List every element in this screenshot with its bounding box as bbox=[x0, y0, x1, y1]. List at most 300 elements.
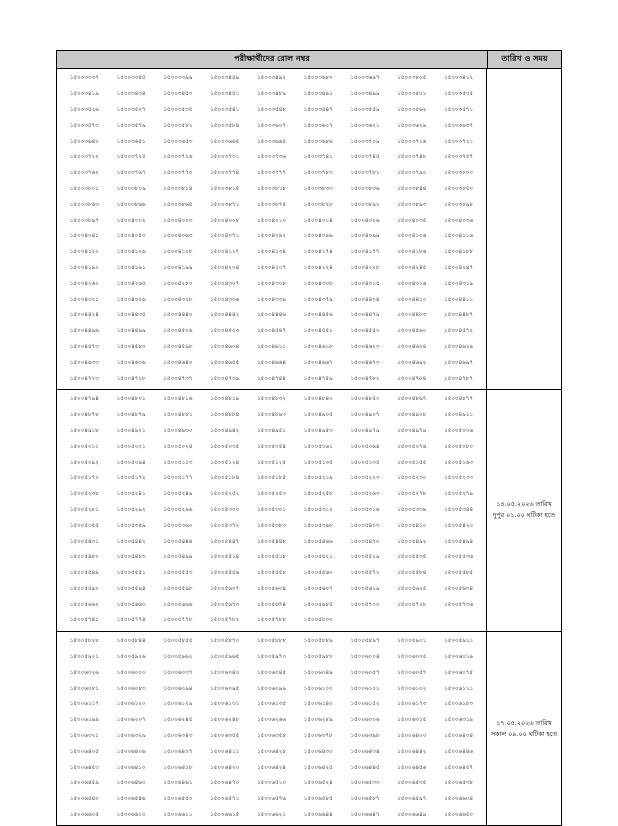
roll-number: ১৫০০৩৮০৫ bbox=[397, 75, 427, 82]
roll-number: ১৫০০৬৪৬১ bbox=[163, 780, 193, 787]
roll-number: ১৫০০৩৭৭০ bbox=[163, 170, 193, 177]
roll-number: ১৫০০৫৪৯৯ bbox=[163, 554, 193, 561]
roll-number: ১৫০০৫৮৭০ bbox=[210, 638, 240, 645]
roll-number: ১৫০০৪৭৩৭ bbox=[163, 375, 193, 382]
roll-number: ১৫০০৩৮৭১ bbox=[210, 201, 240, 208]
roll-number: ১৫০০৫১৭২ bbox=[116, 475, 146, 482]
roll-number: ১৫০০৪৭৪৪ bbox=[256, 375, 287, 382]
roll-number: ১৫০০৪৬৪০ bbox=[163, 359, 193, 366]
roll-number: ১৫০০৫৯৮০ bbox=[303, 654, 333, 661]
roll-number: ১৫০০৪৩৩৬ bbox=[210, 296, 240, 303]
roll-number: ১৫০০৫৬১৯ bbox=[350, 585, 380, 592]
roll-number: ১৫০০৬০৪৫ bbox=[256, 669, 287, 676]
roll-number: ১৫০০৬০৯৯ bbox=[256, 685, 287, 692]
roll-number: ১৫০০৪২২৪ bbox=[303, 264, 333, 271]
exam-time: সকাল ০৯.০০ ঘটিকা হতে bbox=[490, 729, 558, 738]
roll-number: ১৫০০৩৮৯৮ bbox=[444, 201, 474, 208]
roll-number: ১৫০০৫৪৮৩ bbox=[116, 554, 146, 561]
roll-number: ১৫০০৬২৮৯ bbox=[303, 717, 333, 724]
roll-number: ১৫০০৬৪৬০ bbox=[116, 780, 146, 787]
roll-number: ১৫০০৪৮৭৭ bbox=[444, 396, 474, 403]
roll-number: ১৫০০৪৬৯৭ bbox=[444, 359, 474, 366]
roll-number: ১৫০০৫৮৪৪ bbox=[116, 638, 146, 645]
roll-number: ১৫০০৪৯১১ bbox=[444, 412, 474, 419]
roll-number: ১৫০০৬৬৪৭ bbox=[350, 812, 380, 819]
table-row bbox=[61, 455, 482, 471]
roll-number: ১৫০০৫৪৪৮ bbox=[256, 538, 287, 545]
roll-number: ১৫০০৩৬৪০ bbox=[69, 138, 99, 145]
table-row bbox=[61, 276, 482, 292]
table-row bbox=[61, 292, 482, 308]
roll-number: ১৫০০৫৯৭০ bbox=[256, 654, 287, 661]
roll-number: ১৫০০৪৬১৮ bbox=[303, 343, 333, 350]
roll-number: ১৫০০৩৫৪১ bbox=[210, 106, 240, 113]
roll-number: ১৫০০৬১২০ bbox=[116, 701, 146, 708]
roll-number: ১৫০০৫৭৭৪ bbox=[116, 617, 146, 624]
table-row bbox=[61, 103, 482, 119]
roll-number: ১৫০০৬১৭৩ bbox=[397, 701, 427, 708]
roll-number: ১৫০০৫১২৫ bbox=[256, 459, 287, 466]
roll-number: ১৫০০৫৬৩৪ bbox=[444, 585, 474, 592]
roll-number: ১৫০০৫৩৬০ bbox=[163, 522, 193, 529]
roll-number: ১৫০০৬৬৪৯ bbox=[397, 812, 427, 819]
roll-number: ১৫০০৫২১৯ bbox=[303, 475, 333, 482]
roll-number: ১৫০০৪৮৭৮ bbox=[69, 412, 99, 419]
roll-number: ১৫০০৫১৮৪ bbox=[210, 475, 240, 482]
exam-section bbox=[57, 390, 561, 632]
roll-number: ১৫০০৩৫৪৮ bbox=[256, 106, 287, 113]
roll-number: ১৫০০৬০৫৭ bbox=[397, 669, 427, 676]
roll-number: ১৫০০৬১০০ bbox=[303, 685, 333, 692]
roll-number: ১৫০০৫৫৭২ bbox=[350, 570, 380, 577]
roll-number: ১৫০০৫৬০৭ bbox=[210, 585, 240, 592]
roll-number: ১৫০০৫০৯২ bbox=[69, 459, 99, 466]
roll-number: ১৫০০৬০০৪ bbox=[350, 654, 380, 661]
roll-number: ১৫০০৫২৭৯ bbox=[444, 491, 474, 498]
roll-number: ১৫০০৫২৭৮ bbox=[397, 491, 427, 498]
roll-number: ১৫০০৩৬৬৫ bbox=[210, 138, 240, 145]
table-row bbox=[61, 134, 482, 150]
roll-number: ১৫০০৫৫৩৫ bbox=[397, 554, 427, 561]
roll-number: ১৫০০৩৭৮১ bbox=[350, 170, 380, 177]
roll-number: ১৫০০৪৯৩০ bbox=[163, 427, 193, 434]
roll-number: ১৫০০৫৫৮৫ bbox=[444, 570, 474, 577]
table-body bbox=[57, 69, 561, 825]
roll-number: ১৫০০৫৫৯৮ bbox=[163, 585, 193, 592]
roll-number: ১৫০০৩৮৪৪ bbox=[397, 185, 427, 192]
roll-number: ১৫০০৪১৯১ bbox=[116, 264, 146, 271]
roll-number: ১৫০০৪০২৬ bbox=[350, 217, 380, 224]
table-row bbox=[61, 229, 482, 245]
table-row bbox=[61, 197, 482, 213]
roll-number: ১৫০০৫৩১৬ bbox=[350, 506, 380, 513]
roll-number: ১৫০০৬৪৩৪ bbox=[350, 748, 380, 755]
roll-number: ১৫০০৬০২৬ bbox=[69, 669, 99, 676]
roll-number: ১৫০০৪৪১১ bbox=[444, 296, 474, 303]
roll-number: ১৫০০৫০৮০ bbox=[444, 443, 474, 450]
roll-number: ১৫০০৪৮৮১ bbox=[163, 412, 193, 419]
roll-number: ১৫০০৫২৪১ bbox=[116, 491, 146, 498]
roll-number: ১৫০০৫১৩৫ bbox=[303, 459, 333, 466]
roll-number: ১৫০০৩৫৫৯ bbox=[350, 106, 380, 113]
roll-number: ১৫০০৫৭৮৮ bbox=[256, 617, 287, 624]
roll-number: ১৫০০৬৬৫০ bbox=[444, 812, 474, 819]
roll-number: ১৫০০৪৭৮৭ bbox=[444, 375, 474, 382]
roll-number: ১৫০০৪২৪৭ bbox=[444, 264, 474, 271]
roll-number: ১৫০০৫৪২০ bbox=[444, 522, 474, 529]
roll-number: ১৫০০৩৪৮৯ bbox=[256, 91, 287, 98]
roll-number: ১৫০০৬০০৫ bbox=[397, 654, 427, 661]
roll-number: ১৫০০৩৫০৫ bbox=[444, 91, 474, 98]
roll-number: ১৫০০৩৮৬৫ bbox=[163, 201, 193, 208]
roll-number: ১৫০০৪৮০১ bbox=[116, 396, 146, 403]
roll-number: ১৫০০৬৬০৪ bbox=[444, 796, 474, 803]
roll-number: ১৫০০৬২৬৬ bbox=[256, 717, 287, 724]
roll-number: ১৫০০৪৪১০ bbox=[397, 296, 427, 303]
roll-number: ১৫০০৩৮০১ bbox=[69, 185, 99, 192]
roll-number: ১৫০০৪২০৭ bbox=[256, 264, 287, 271]
roll-number: ১৫০০৫৯২৬ bbox=[116, 654, 146, 661]
roll-number: ১৫০০৩৬৫১ bbox=[116, 138, 146, 145]
roll-number: ১৫০০৩৬৯৭ bbox=[350, 75, 380, 82]
roll-number: ১৫০০৫৪৭০ bbox=[350, 538, 380, 545]
roll-number: ১৫০০৩৭২৫ bbox=[116, 154, 146, 161]
roll-number: ১৫০০৩৭০৯ bbox=[350, 138, 380, 145]
table-row bbox=[61, 518, 482, 534]
roll-number: ১৫০০৬১০১ bbox=[350, 685, 380, 692]
roll-number: ১৫০০৪১২৮ bbox=[163, 249, 193, 256]
roll-number: ১৫০০৬৫৩৫ bbox=[397, 780, 427, 787]
roll-number: ১৫০০৬৫৭১ bbox=[210, 796, 240, 803]
roll-number: ১৫০০৩৫৬২ bbox=[397, 106, 427, 113]
roll-number: ১৫০০৬১৪০ bbox=[303, 701, 333, 708]
roll-number: ১৫০০৫৮৮৮ bbox=[256, 638, 287, 645]
roll-number: ১৫০০৫৯৬২ bbox=[163, 654, 193, 661]
roll-number: ১৫০০৪৯৭৯ bbox=[397, 427, 427, 434]
table-row bbox=[61, 471, 482, 487]
roll-number: ১৫০০৪৬৯২ bbox=[397, 359, 427, 366]
roll-number: ১৫০০৫২৩০ bbox=[397, 475, 427, 482]
roll-number: ১৫০০৪০১০ bbox=[256, 217, 287, 224]
roll-number: ১৫০০৪৯০৮ bbox=[397, 412, 427, 419]
roll-number: ১৫০০৬৪০৬ bbox=[116, 748, 146, 755]
roll-number: ১৫০০৪৪৩৫ bbox=[116, 312, 146, 319]
roll-number: ১৫০০৪০১৪ bbox=[303, 217, 333, 224]
roll-number: ১৫০০৩৭৯০ bbox=[397, 170, 427, 177]
roll-number: ১৫০০৫৯২১ bbox=[69, 654, 99, 661]
roll-number: ১৫০০৪২২৮ bbox=[350, 264, 380, 271]
roll-number: ১৫০০৬৪০৪ bbox=[444, 733, 474, 740]
roll-number: ১৫০০৩৮৬৩ bbox=[69, 201, 99, 208]
roll-number: ১৫০০৪৫৫০ bbox=[350, 328, 380, 335]
roll-number: ১৫০০৬০৪৯ bbox=[303, 669, 333, 676]
table-header bbox=[57, 51, 561, 69]
table-row bbox=[61, 503, 482, 519]
roll-number: ১৫০০৫১৩৫ bbox=[350, 459, 380, 466]
roll-number: ১৫০০৪৪৪০ bbox=[163, 312, 193, 319]
table-row bbox=[61, 324, 482, 340]
table-row bbox=[61, 166, 482, 182]
roll-number: ১৫০০৬৪১১ bbox=[210, 748, 240, 755]
roll-number: ১৫০০৩৫৭১ bbox=[444, 106, 474, 113]
roll-number: ১৫০০৪৮৬৭ bbox=[397, 396, 427, 403]
roll-number: ১৫০০৪০৪১ bbox=[69, 233, 99, 240]
roll-number: ১৫০০৫৫২৯ bbox=[350, 554, 380, 561]
roll-number: ১৫০০৪৩২১ bbox=[69, 296, 99, 303]
roll-number: ১৫০০৬১৫২ bbox=[350, 701, 380, 708]
roll-number: ১৫০০৬৩৫৮ bbox=[256, 733, 287, 740]
table-row bbox=[61, 245, 482, 261]
roll-number: ১৫০০৩৫৩৫ bbox=[163, 106, 193, 113]
table-row bbox=[61, 371, 482, 387]
roll-number: ১৫০০৪৪৯৯ bbox=[116, 328, 146, 335]
roll-number: ১৫০০৪১৭৭ bbox=[350, 249, 380, 256]
roll-number: ১৫০০৩৭৩১ bbox=[210, 154, 240, 161]
table-row bbox=[61, 697, 482, 713]
roll-number: ১৫০০৫৫৮৪ bbox=[397, 570, 427, 577]
exam-datetime bbox=[487, 69, 561, 389]
roll-number: ১৫০০৫৮০০ bbox=[303, 617, 333, 624]
roll-number: ১৫০০৬৫৮৫ bbox=[303, 796, 333, 803]
roll-number: ১৫০০৪০৯৬ bbox=[303, 233, 333, 240]
roll-number: ১৫০০৪১২৭ bbox=[210, 249, 240, 256]
roll-number: ১৫০০৫২৩৩ bbox=[444, 475, 474, 482]
roll-number: ১৫০০৫৫২১ bbox=[303, 554, 333, 561]
roll-number: ১৫০০৫০০৬ bbox=[444, 427, 474, 434]
table-row bbox=[61, 213, 482, 229]
roll-number: ১৫০০৬১৮৩ bbox=[444, 701, 474, 708]
roll-number: ১৫০০৫২৩৮ bbox=[69, 491, 99, 498]
roll-number: ১৫০০৫২৫৩ bbox=[256, 491, 287, 498]
roll-number: ১৫০০৫২৫২ bbox=[210, 491, 240, 498]
roll-number: ১৫০০৬৫২৪ bbox=[303, 780, 333, 787]
roll-number: ১৫০০৩৪৯২ bbox=[256, 75, 287, 82]
roll-number: ১৫০০৪৬২৩ bbox=[350, 343, 380, 350]
roll-number: ১৫০০৬০৯৫ bbox=[210, 685, 240, 692]
roll-number: ১৫০০৫১৭৭ bbox=[163, 475, 193, 482]
roll-number: ১৫০০৬১১১ bbox=[444, 685, 474, 692]
roll-number: ১৫০০৪৮১৬ bbox=[163, 396, 193, 403]
roll-number: ১৫০০৬৫৩৮ bbox=[444, 780, 474, 787]
roll-number: ১৫০০৫৮২৮ bbox=[69, 638, 99, 645]
roll-number: ১৫০০৫৬০৪ bbox=[256, 585, 287, 592]
roll-number: ১৫০০৫৪৬৬ bbox=[303, 538, 333, 545]
roll-number: ১৫০০৩৪১২ bbox=[444, 75, 474, 82]
roll-number: ১৫০০৪৩১৯ bbox=[444, 280, 474, 287]
roll-number: ১৫০০৫৪১০ bbox=[397, 522, 427, 529]
roll-number: ১৫০০৩৭৫৭ bbox=[444, 154, 474, 161]
roll-number: ১৫০০৫১১৩ bbox=[163, 459, 193, 466]
table-row bbox=[61, 392, 482, 408]
roll-number: ১৫০০৬০৭৫ bbox=[444, 669, 474, 676]
roll-number: ১৫০০৫৩৭২ bbox=[210, 522, 240, 529]
roll-number: ১৫০০৩৮০০ bbox=[444, 170, 474, 177]
roll-number: ১৫০০৬৩৯৮ bbox=[350, 733, 380, 740]
roll-number: ১৫০০৪৬৬৭ bbox=[303, 359, 333, 366]
roll-number: ১৫০০৪০৫০ bbox=[116, 233, 146, 240]
roll-number: ১৫০০৪৭৯৪ bbox=[69, 396, 99, 403]
table-row bbox=[61, 665, 482, 681]
roll-number: ১৫০০৪১৭৪ bbox=[303, 249, 333, 256]
roll-number: ১৫০০৬৪২৮ bbox=[256, 748, 287, 755]
roll-number: ১৫০০৪৩০৭ bbox=[210, 280, 240, 287]
roll-number: ১৫০০৫৬৭৩ bbox=[210, 601, 240, 608]
roll-number: ১৫০০৬৩২১ bbox=[69, 733, 99, 740]
roll-number: ১৫০০৪৭২৩ bbox=[69, 375, 99, 382]
roll-number: ১৫০০৬০৪০ bbox=[210, 669, 240, 676]
roll-number: ১৫০০৩৪৯১ bbox=[303, 91, 333, 98]
roll-number: ১৫০০৬৪০৫ bbox=[69, 748, 99, 755]
roll-number: ১৫০০৪০৯২ bbox=[256, 233, 287, 240]
roll-number: ১৫০০৫৩৮৩ bbox=[256, 522, 287, 529]
roll-number: ১৫০০৫১৮৫ bbox=[256, 475, 287, 482]
roll-number: ১৫০০৬৬১১ bbox=[163, 812, 193, 819]
roll-number: ১৫০০৩৭৪৮ bbox=[397, 154, 427, 161]
roll-number: ১৫০০৬১২৯ bbox=[163, 701, 193, 708]
roll-number: ১৫০০৫৫১৪ bbox=[210, 554, 240, 561]
roll-number-grid bbox=[57, 632, 487, 826]
roll-number: ১৫০০৩৫৭৯ bbox=[116, 122, 146, 129]
roll-number: ১৫০০৩৮২৮ bbox=[303, 201, 333, 208]
exam-time: দুপুর ০১.০০ ঘটিকা হতে bbox=[492, 511, 556, 520]
roll-number: ১৫০০৩৫৮২ bbox=[163, 122, 193, 129]
roll-number: ১৫০০৬০০০ bbox=[116, 669, 146, 676]
roll-number: ১৫০০৩৮১৪ bbox=[163, 185, 193, 192]
roll-number: ১৫০০৩৬২৯ bbox=[397, 122, 427, 129]
table-row bbox=[61, 776, 482, 792]
roll-number: ১৫০০৪৯৫১ bbox=[256, 427, 287, 434]
roll-number: ১৫০০৪০৩৬ bbox=[444, 217, 474, 224]
roll-number: ১৫০০৪১২০ bbox=[69, 249, 99, 256]
table-row bbox=[61, 744, 482, 760]
roll-number: ১৫০০৩৩৯৯ bbox=[163, 75, 193, 82]
roll-number: ১৫০০৪৭৮২ bbox=[350, 375, 380, 382]
table-row bbox=[61, 550, 482, 566]
roll-number: ১৫০০৬০৮৩ bbox=[116, 685, 146, 692]
roll-number: ১৫০০৩৬১৭ bbox=[303, 122, 333, 129]
roll-number: ১৫০০৪৯৫৩ bbox=[303, 427, 333, 434]
roll-number: ১৫০০৫০৯৪ bbox=[116, 459, 146, 466]
table-row bbox=[61, 118, 482, 134]
roll-number: ১৫০০৬৪৩০ bbox=[303, 748, 333, 755]
table-row bbox=[61, 408, 482, 424]
roll-number: ১৫০০৫১৬৩ bbox=[444, 459, 474, 466]
table-row bbox=[61, 308, 482, 324]
roll-number: ১৫০০৪৫৭৩ bbox=[69, 343, 99, 350]
roll-number: ১৫০০৬৫১০ bbox=[256, 780, 287, 787]
roll-number: ১৫০০৫২৬৩ bbox=[350, 491, 380, 498]
roll-number: ১৫০০৪১০৬ bbox=[397, 233, 427, 240]
roll-number: ১৫০০৬২৪৮ bbox=[210, 717, 240, 724]
table-row bbox=[61, 582, 482, 598]
roll-number: ১৫০০৬১৩৫ bbox=[256, 701, 287, 708]
roll-number: ১৫০০৫৫৯৪ bbox=[116, 585, 146, 592]
roll-number: ১৫০০৩৪১৯ bbox=[69, 91, 99, 98]
roll-number: ১৫০০৬৪৫৬ bbox=[397, 764, 427, 771]
roll-number: ১৫০০৩৩৫৫ bbox=[116, 75, 146, 82]
roll-number: ১৫০০৬৬১০ bbox=[116, 812, 146, 819]
table-row bbox=[61, 650, 482, 666]
roll-number: ১৫০০৫১২৪ bbox=[210, 459, 240, 466]
roll-number: ১৫০০৪২০৪ bbox=[210, 264, 240, 271]
roll-number: ১৫০০৪৬০৪ bbox=[210, 343, 240, 350]
roll-number: ১৫০০৩৫০১ bbox=[397, 91, 427, 98]
roll-number: ১৫০০৪৩১৬ bbox=[397, 280, 427, 287]
roll-number: ১৫০০৪৮৭৯ bbox=[116, 412, 146, 419]
roll-number: ১৫০০৫৬৬৬ bbox=[163, 601, 193, 608]
roll-number: ১৫০০৪৮৫০ bbox=[350, 396, 380, 403]
roll-number: ১৫০০৪২৪৫ bbox=[397, 264, 427, 271]
roll-number: ১৫০০৬৪১০ bbox=[116, 764, 146, 771]
exam-section bbox=[57, 632, 561, 826]
roll-number: ১৫০০৫৫৫৬ bbox=[210, 570, 240, 577]
roll-number: ১৫০০৪৬৩৩ bbox=[69, 359, 99, 366]
roll-number: ১৫০০৫৯৬৫ bbox=[210, 654, 240, 661]
roll-number: ১৫০০৪৪৫৬ bbox=[303, 312, 333, 319]
roll-number: ১৫০০৩৫৮৪ bbox=[210, 122, 240, 129]
table-row bbox=[61, 261, 482, 277]
roll-number: ১৫০০৬৫৪৬ bbox=[116, 796, 146, 803]
roll-number: ১৫০০৫২২৩ bbox=[350, 475, 380, 482]
roll-number: ১৫০০৩৬৩৭ bbox=[444, 122, 474, 129]
table-row bbox=[61, 182, 482, 198]
roll-number: ১৫০০৩৬৫৩ bbox=[163, 138, 193, 145]
roll-number: ১৫০০৫০৬৪ bbox=[350, 443, 380, 450]
roll-number: ১৫০০৫৫৪৯ bbox=[69, 570, 99, 577]
roll-number: ১৫০০৪৪৭৯ bbox=[350, 312, 380, 319]
roll-number: ১৫০০৩৬০৭ bbox=[256, 122, 287, 129]
roll-number: ১৫০০৫৬৮৫ bbox=[303, 601, 333, 608]
roll-number: ১৫০০৩৪৯৯ bbox=[350, 91, 380, 98]
table-row bbox=[61, 713, 482, 729]
roll-number: ১৫০০৫৪০৩ bbox=[350, 522, 380, 529]
roll-number: ১৫০০৫৭০০ bbox=[350, 601, 380, 608]
roll-number: ১৫০০৩৭৬৭ bbox=[116, 170, 146, 177]
roll-number: ১৫০০৪৬৫৫ bbox=[210, 359, 240, 366]
roll-number: ১৫০০৬০৯৪ bbox=[163, 685, 193, 692]
roll-number: ১৫০০৫৫৯০ bbox=[69, 585, 99, 592]
roll-number: ১৫০০৪২৬০ bbox=[69, 280, 99, 287]
roll-number: ১৫০০৪৮৩২ bbox=[256, 396, 287, 403]
roll-number: ১৫০০৪৫৫১ bbox=[303, 328, 333, 335]
roll-number: ১৫০০৫৮৯৭ bbox=[350, 638, 380, 645]
roll-number: ১৫০০৩৭৪১ bbox=[303, 154, 333, 161]
roll-number: ১৫০০৫৩৫৯ bbox=[116, 522, 146, 529]
roll-column-header: পরীক্ষার্থীদের রোল নম্বর bbox=[57, 51, 488, 68]
roll-number: ১৫০০৪৯২১ bbox=[116, 427, 146, 434]
roll-number: ১৫০০৬৩৫৫ bbox=[210, 733, 240, 740]
roll-number: ১৫০০৫২৫৮ bbox=[303, 491, 333, 498]
roll-number: ১৫০০৩৭৮০ bbox=[303, 170, 333, 177]
roll-number: ১৫০০৩৪৩৪ bbox=[116, 91, 146, 98]
roll-number: ১৫০০৩৮৫০ bbox=[444, 185, 474, 192]
roll-number: ১৫০০৩৬৮০ bbox=[303, 75, 333, 82]
table-row bbox=[61, 634, 482, 650]
roll-number: ১৫০০৩৮৩৬ bbox=[350, 185, 380, 192]
table-row bbox=[61, 150, 482, 166]
roll-number: ১৫০০৪০০৩ bbox=[163, 217, 193, 224]
roll-number: ১৫০০৫৩৩৯ bbox=[397, 506, 427, 513]
roll-number: ১৫০০৫৫৫১ bbox=[116, 570, 146, 577]
roll-number: ১৫০০৪৫০৬ bbox=[163, 328, 193, 335]
roll-number: ১৫০০৫৬৬২ bbox=[69, 601, 99, 608]
roll-number: ১৫০০৪৭৫৯ bbox=[303, 375, 333, 382]
roll-number: ১৫০০৫৪৪৭ bbox=[210, 538, 240, 545]
roll-number: ১৫০০৫১৫৫ bbox=[397, 459, 427, 466]
table-row bbox=[61, 487, 482, 503]
roll-number: ১৫০০৫৭৮২ bbox=[210, 617, 240, 624]
roll-number: ১৫০০৩৪৫৯ bbox=[210, 75, 240, 82]
